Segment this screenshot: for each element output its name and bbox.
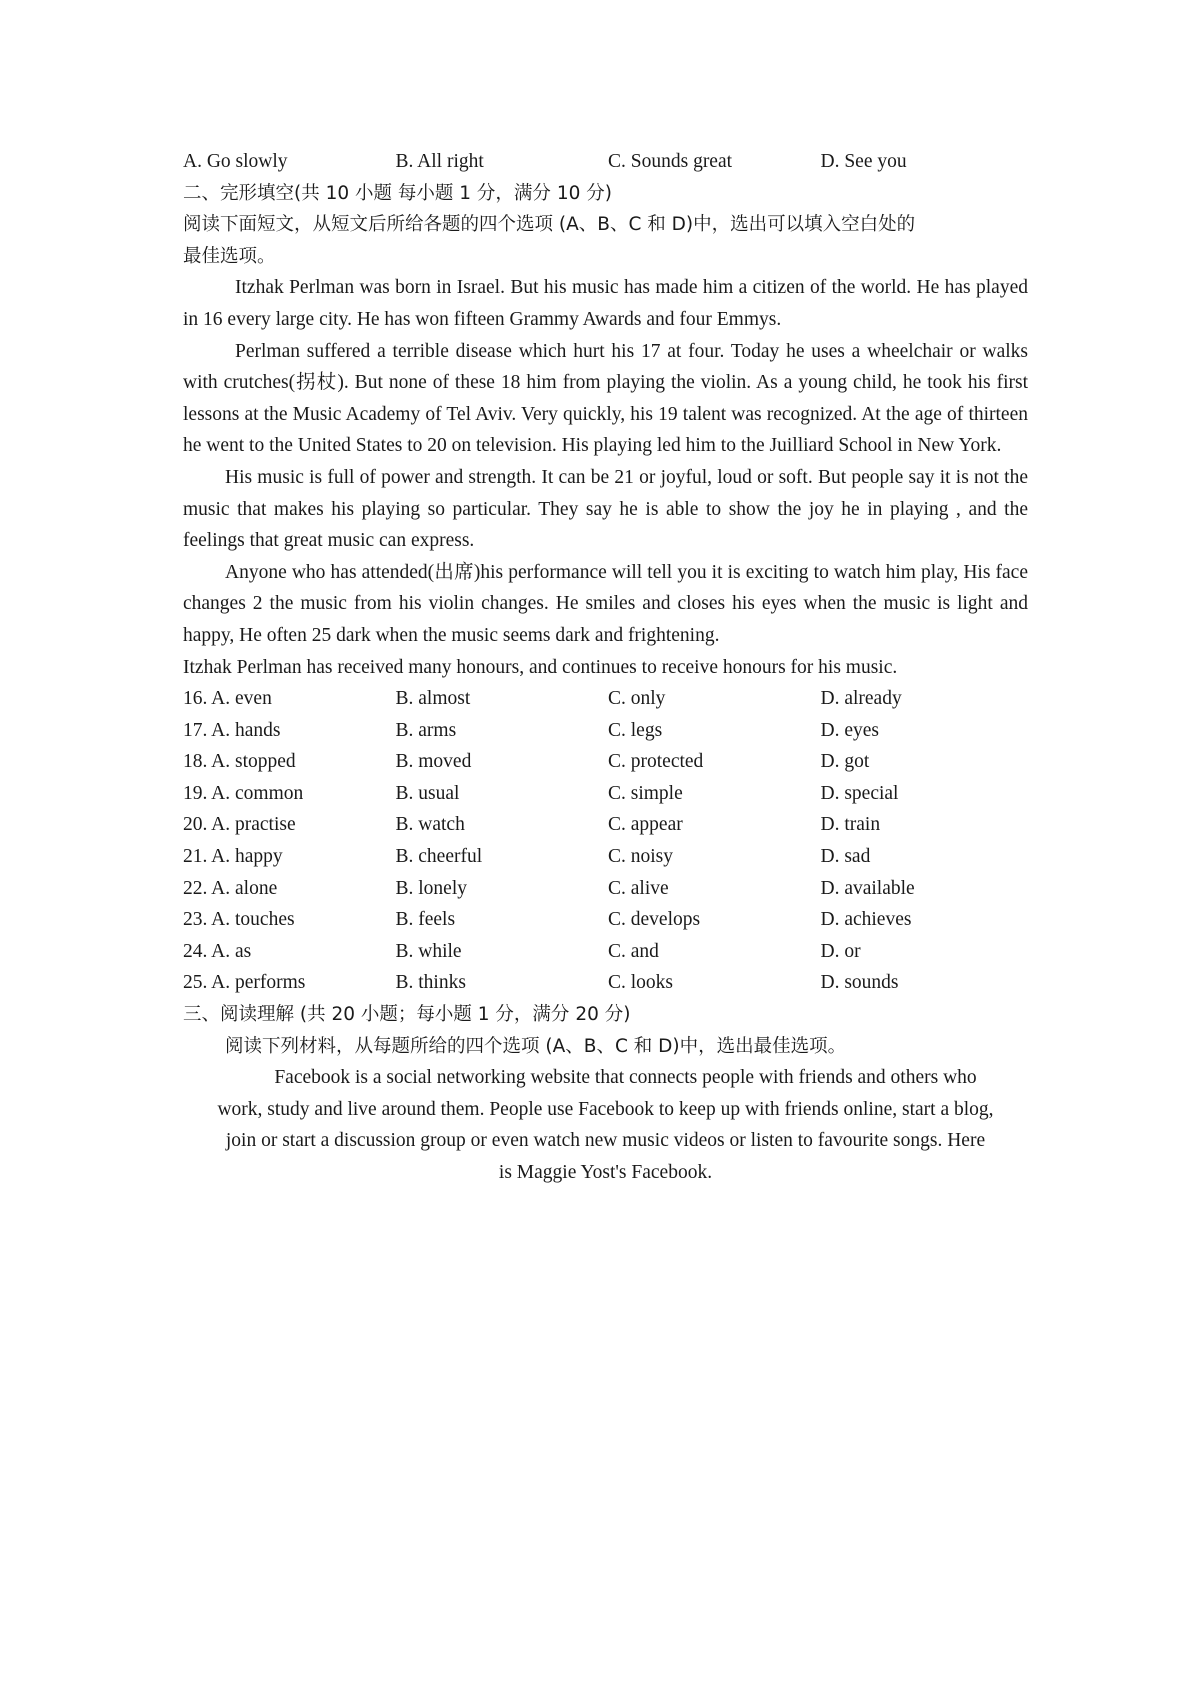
choice-b: B. feels (395, 909, 456, 931)
choice-d: D. train (820, 814, 881, 836)
reading-intro-line-1: Facebook is a social networking website that connects people with friends and others who (274, 1067, 977, 1089)
choice-d: D. sounds (820, 972, 899, 994)
choice-b: B. thinks (395, 972, 466, 994)
option-c: C. Sounds great (608, 151, 733, 172)
choice-a: 21. A. happy (183, 846, 283, 868)
cloze-question-list (183, 683, 1028, 999)
choice-b: B. cheerful (395, 846, 483, 868)
choice-d: D. achieves (820, 909, 912, 931)
option-b: B. All right (395, 151, 484, 172)
choice-c: C. protected (608, 751, 704, 773)
cloze-question (183, 778, 1028, 810)
choice-d: D. already (820, 688, 902, 710)
reading-intro (183, 1062, 1028, 1188)
choice-c: C. legs (608, 719, 663, 741)
choice-d: D. available (820, 877, 915, 899)
cloze-question (183, 841, 1028, 873)
reading-intro-line-2: work, study and live around them. People use Facebook to keep up with friends online, start a blog, (217, 1098, 994, 1120)
choice-d: D. special (820, 782, 899, 804)
choice-c: C. alive (608, 877, 669, 899)
choice-a: 18. A. stopped (183, 751, 296, 773)
cloze-question (183, 967, 1028, 999)
choice-c: C. simple (608, 782, 683, 804)
choice-a: 19. A. common (183, 782, 304, 804)
cloze-question (183, 936, 1028, 968)
reading-intro-line-3: join or start a discussion group or even watch new music videos or listen to favourite songs. Here (225, 1130, 986, 1152)
passage-paragraph-5: Itzhak Perlman has received many honours, and continues to receive honours for his music. (183, 656, 898, 678)
choice-b: B. watch (395, 814, 465, 836)
choice-c: C. develops (608, 909, 701, 931)
passage-paragraph-2: Perlman suffered a terrible disease which hurt his 17 at four. Today he uses a wheelchair or walks with crutches(拐杖). But none of these 18 him from playing the violin. As a young child, he took his first lessons at the Music Academy of Tel Aviv. Very quickly, his 19 talent was recognized. At the age of thirteen he went to the United States to 20 on television. His playing led him to the Juilliard School in New York. (183, 340, 1028, 457)
choice-b: B. while (395, 940, 462, 962)
choice-b: B. usual (395, 782, 460, 804)
reading-intro-line-4: is Maggie Yost's Facebook. (498, 1162, 713, 1183)
choice-a: 25. A. performs (183, 972, 306, 994)
choice-b: B. arms (395, 719, 457, 741)
option-a: A. Go slowly (183, 151, 288, 172)
choice-d: D. or (820, 940, 861, 962)
cloze-question (183, 904, 1028, 936)
section2-instruction-line2: 最佳选项。 (183, 245, 276, 267)
section3-heading: 三、阅读理解 (共 20 小题；每小题 1 分，满分 20 分) (183, 1004, 631, 1026)
choice-c: C. appear (608, 814, 683, 836)
choice-a: 24. A. as (183, 940, 252, 962)
passage-paragraph-4: Anyone who has attended(出席)his performance will tell you it is exciting to watch him play, His face changes 2 the music from his violin changes. He smiles and closes his eyes when the music is light and happy, He often 25 dark when the music seems dark and frightening. (183, 561, 1028, 646)
choice-a: 16. A. even (183, 688, 272, 710)
choice-a: 23. A. touches (183, 909, 295, 931)
cloze-question (183, 683, 1028, 715)
top-options-row (183, 146, 1028, 178)
choice-a: 17. A. hands (183, 719, 281, 741)
cloze-question (183, 809, 1028, 841)
cloze-question (183, 873, 1028, 905)
section2-heading: 二、完形填空(共 10 小题 每小题 1 分，满分 10 分) (183, 182, 612, 204)
choice-a: 20. A. practise (183, 814, 296, 836)
document-page (183, 146, 1028, 1189)
cloze-question (183, 746, 1028, 778)
choice-d: D. eyes (820, 719, 879, 741)
choice-d: D. sad (820, 846, 871, 868)
choice-b: B. lonely (395, 877, 467, 899)
choice-b: B. almost (395, 688, 471, 710)
option-d: D. See you (820, 151, 907, 172)
choice-c: C. only (608, 688, 666, 710)
passage-paragraph-1: Itzhak Perlman was born in Israel. But his music has made him a citizen of the world. He has played in 16 every large city. He has won fifteen Grammy Awards and four Emmys. (183, 277, 1028, 330)
cloze-question (183, 715, 1028, 747)
passage-paragraph-3: His music is full of power and strength. It can be 21 or joyful, loud or soft. But people say it is not the music that makes his playing so particular. They say he is able to show the joy he in playing , and the feelings that great music can express. (183, 466, 1028, 552)
choice-b: B. moved (395, 751, 472, 773)
choice-d: D. got (820, 751, 870, 773)
choice-c: C. looks (608, 972, 674, 994)
choice-c: C. noisy (608, 846, 674, 868)
section2-instruction-line1: 阅读下面短文，从短文后所给各题的四个选项 (A、B、C 和 D)中，选出可以填入空白处的 (183, 214, 916, 236)
choice-a: 22. A. alone (183, 877, 278, 899)
section3-instruction: 阅读下列材料，从每题所给的四个选项 (A、B、C 和 D)中，选出最佳选项。 (225, 1035, 847, 1057)
choice-c: C. and (608, 940, 659, 962)
